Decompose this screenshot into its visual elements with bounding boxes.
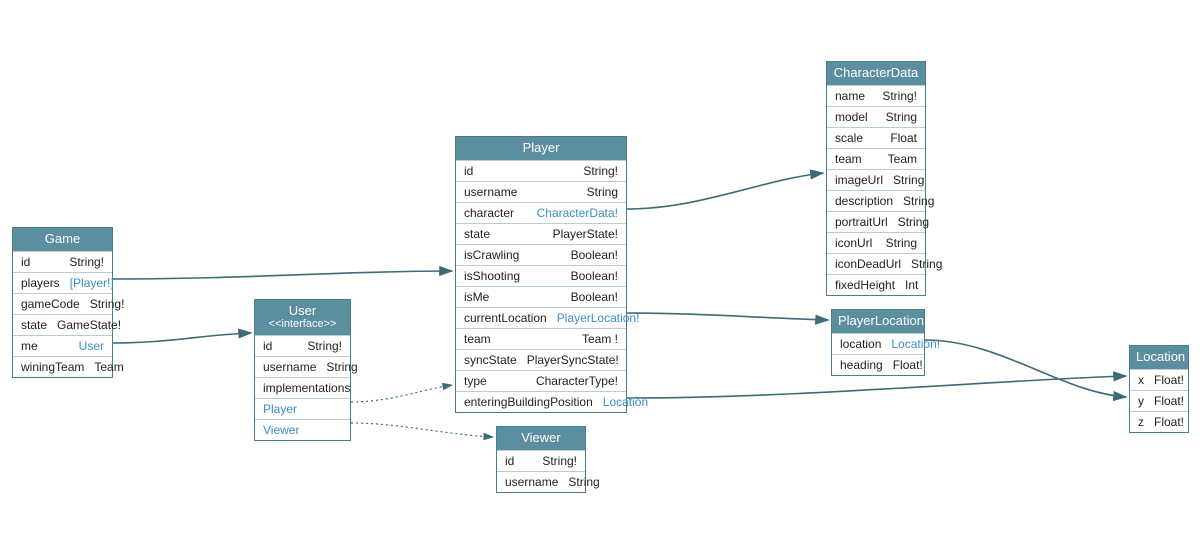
field-row [456,307,640,328]
field-name: character [464,205,515,220]
field-name: heading [840,357,883,372]
field-type: String [911,256,943,271]
field-type: Location! [891,336,941,351]
field-type: String! [583,163,618,178]
edge-player-to-location [627,376,1126,398]
field-row [456,370,626,391]
field-row [456,391,649,412]
edge-playerlocation-to-location [925,340,1126,397]
implementation-link[interactable] [255,398,350,419]
edge-player-to-characterdata [627,173,823,209]
field-type: Team [887,151,917,166]
field-row [13,272,112,293]
field-row [13,293,125,314]
field-row [13,314,122,335]
field-type: CharacterType! [535,373,618,388]
field-name: team [464,331,491,346]
field-name: isCrawling [464,247,520,262]
field-name: x [1138,372,1144,387]
edge-game-to-user [113,333,251,343]
entity-game[interactable] [12,227,125,378]
field-name: imageUrl [835,172,884,187]
field-name: username [505,474,559,489]
field-name: z [1138,414,1144,429]
field-name: state [464,226,491,241]
field-row [827,190,935,211]
field-row [1130,369,1188,390]
field-type: Float! [1154,372,1185,387]
field-name: model [835,109,868,124]
field-name: state [21,317,48,332]
field-name: iconUrl [835,235,873,250]
implementation-link[interactable] [255,419,350,440]
field-type: String! [542,453,577,468]
field-type: Float! [1154,393,1185,408]
field-row [456,202,626,223]
field-type: String [885,235,917,250]
field-name: syncState [464,352,517,367]
field-type: Boolean! [570,268,618,283]
section-text: Viewer [263,422,300,437]
field-type: String! [89,296,125,311]
field-type: String [885,109,917,124]
field-row [827,106,925,127]
field-name: currentLocation [464,310,547,325]
field-name: winingTeam [21,359,85,374]
field-type: String [897,214,930,229]
field-type: String [893,172,925,187]
field-row [827,85,925,106]
field-name: me [21,338,38,353]
field-type: String [586,184,618,199]
field-row [456,244,626,265]
field-type: Float [890,130,917,145]
field-type: String! [882,88,917,103]
field-type: Float! [892,357,923,372]
field-row [827,274,925,295]
section-label [255,377,350,398]
edge-user-implements-player [351,385,452,402]
field-name: y [1138,393,1144,408]
field-type: [Player!] [69,275,114,290]
edge-player-to-playerlocation [627,313,828,320]
field-type: GameState! [57,317,122,332]
field-name: username [464,184,518,199]
field-row [13,251,112,272]
field-name: gameCode [21,296,80,311]
field-name: isShooting [464,268,521,283]
field-row [497,471,600,492]
field-type: CharacterData! [536,205,618,220]
field-type: String [568,474,600,489]
entity-title-player: Player [456,137,626,160]
section-text: implementations [263,380,351,395]
field-type: String [903,193,935,208]
field-row [456,181,626,202]
entity-player[interactable] [455,136,649,413]
field-name: location [840,336,882,351]
entity-title-user: User <<interface>> [255,300,350,335]
field-type: PlayerState! [552,226,618,241]
field-name: description [835,193,894,208]
entity-title-game: Game [13,228,112,251]
entity-title-viewer: Viewer [497,427,585,450]
field-type: Team ! [581,331,618,346]
field-row [827,148,925,169]
field-name: scale [835,130,864,145]
field-row [827,232,925,253]
field-type: User [78,338,104,353]
field-row [827,253,943,274]
field-name: username [263,359,317,374]
field-row [13,335,112,356]
field-row [255,356,358,377]
field-type: String! [69,254,104,269]
field-row [1130,411,1188,432]
field-row [827,127,925,148]
field-type: PlayerSyncState! [526,352,619,367]
field-type: String [326,359,358,374]
field-row [832,333,941,354]
field-name: enteringBuildingPosition [464,394,593,409]
field-name: iconDeadUrl [835,256,902,271]
entity-playerlocation[interactable] [831,309,941,376]
entity-title-characterdata: CharacterData [827,62,925,85]
field-name: isMe [464,289,490,304]
field-type: PlayerLocation! [556,310,640,325]
edge-game-to-player [113,271,452,279]
field-row [827,169,925,190]
entity-viewer[interactable] [496,426,600,493]
field-type: Team [94,359,124,374]
field-row [456,265,626,286]
field-name: team [835,151,862,166]
field-row [832,354,924,375]
field-row [456,349,626,370]
entity-title-playerlocation: PlayerLocation [832,310,924,333]
field-name: players [21,275,60,290]
field-row [497,450,585,471]
field-row [456,328,626,349]
entity-subtitle-user: <<interface>> [268,318,337,330]
field-type: Boolean! [570,247,618,262]
entity-characterdata[interactable] [826,61,943,296]
field-type: String! [307,338,342,353]
edge-user-implements-viewer [351,423,493,437]
field-name: type [464,373,487,388]
field-row [1130,390,1188,411]
field-name: fixedHeight [835,277,896,292]
entity-user[interactable] [254,299,358,441]
field-type: Float! [1154,414,1185,429]
field-name: id [505,453,515,468]
entity-title-location: Location [1130,346,1188,369]
field-name: id [464,163,474,178]
field-name: id [21,254,31,269]
field-row [456,286,626,307]
field-type: Boolean! [570,289,618,304]
field-row [456,160,626,181]
field-name: portraitUrl [835,214,888,229]
section-text: Player [263,401,298,416]
field-row [13,356,124,377]
field-name: name [835,88,866,103]
field-row [827,211,930,232]
field-row [456,223,626,244]
field-row [255,335,350,356]
field-name: id [263,338,273,353]
entity-location[interactable] [1129,345,1189,433]
field-type: Location [602,394,649,409]
field-type: Int [905,277,919,292]
